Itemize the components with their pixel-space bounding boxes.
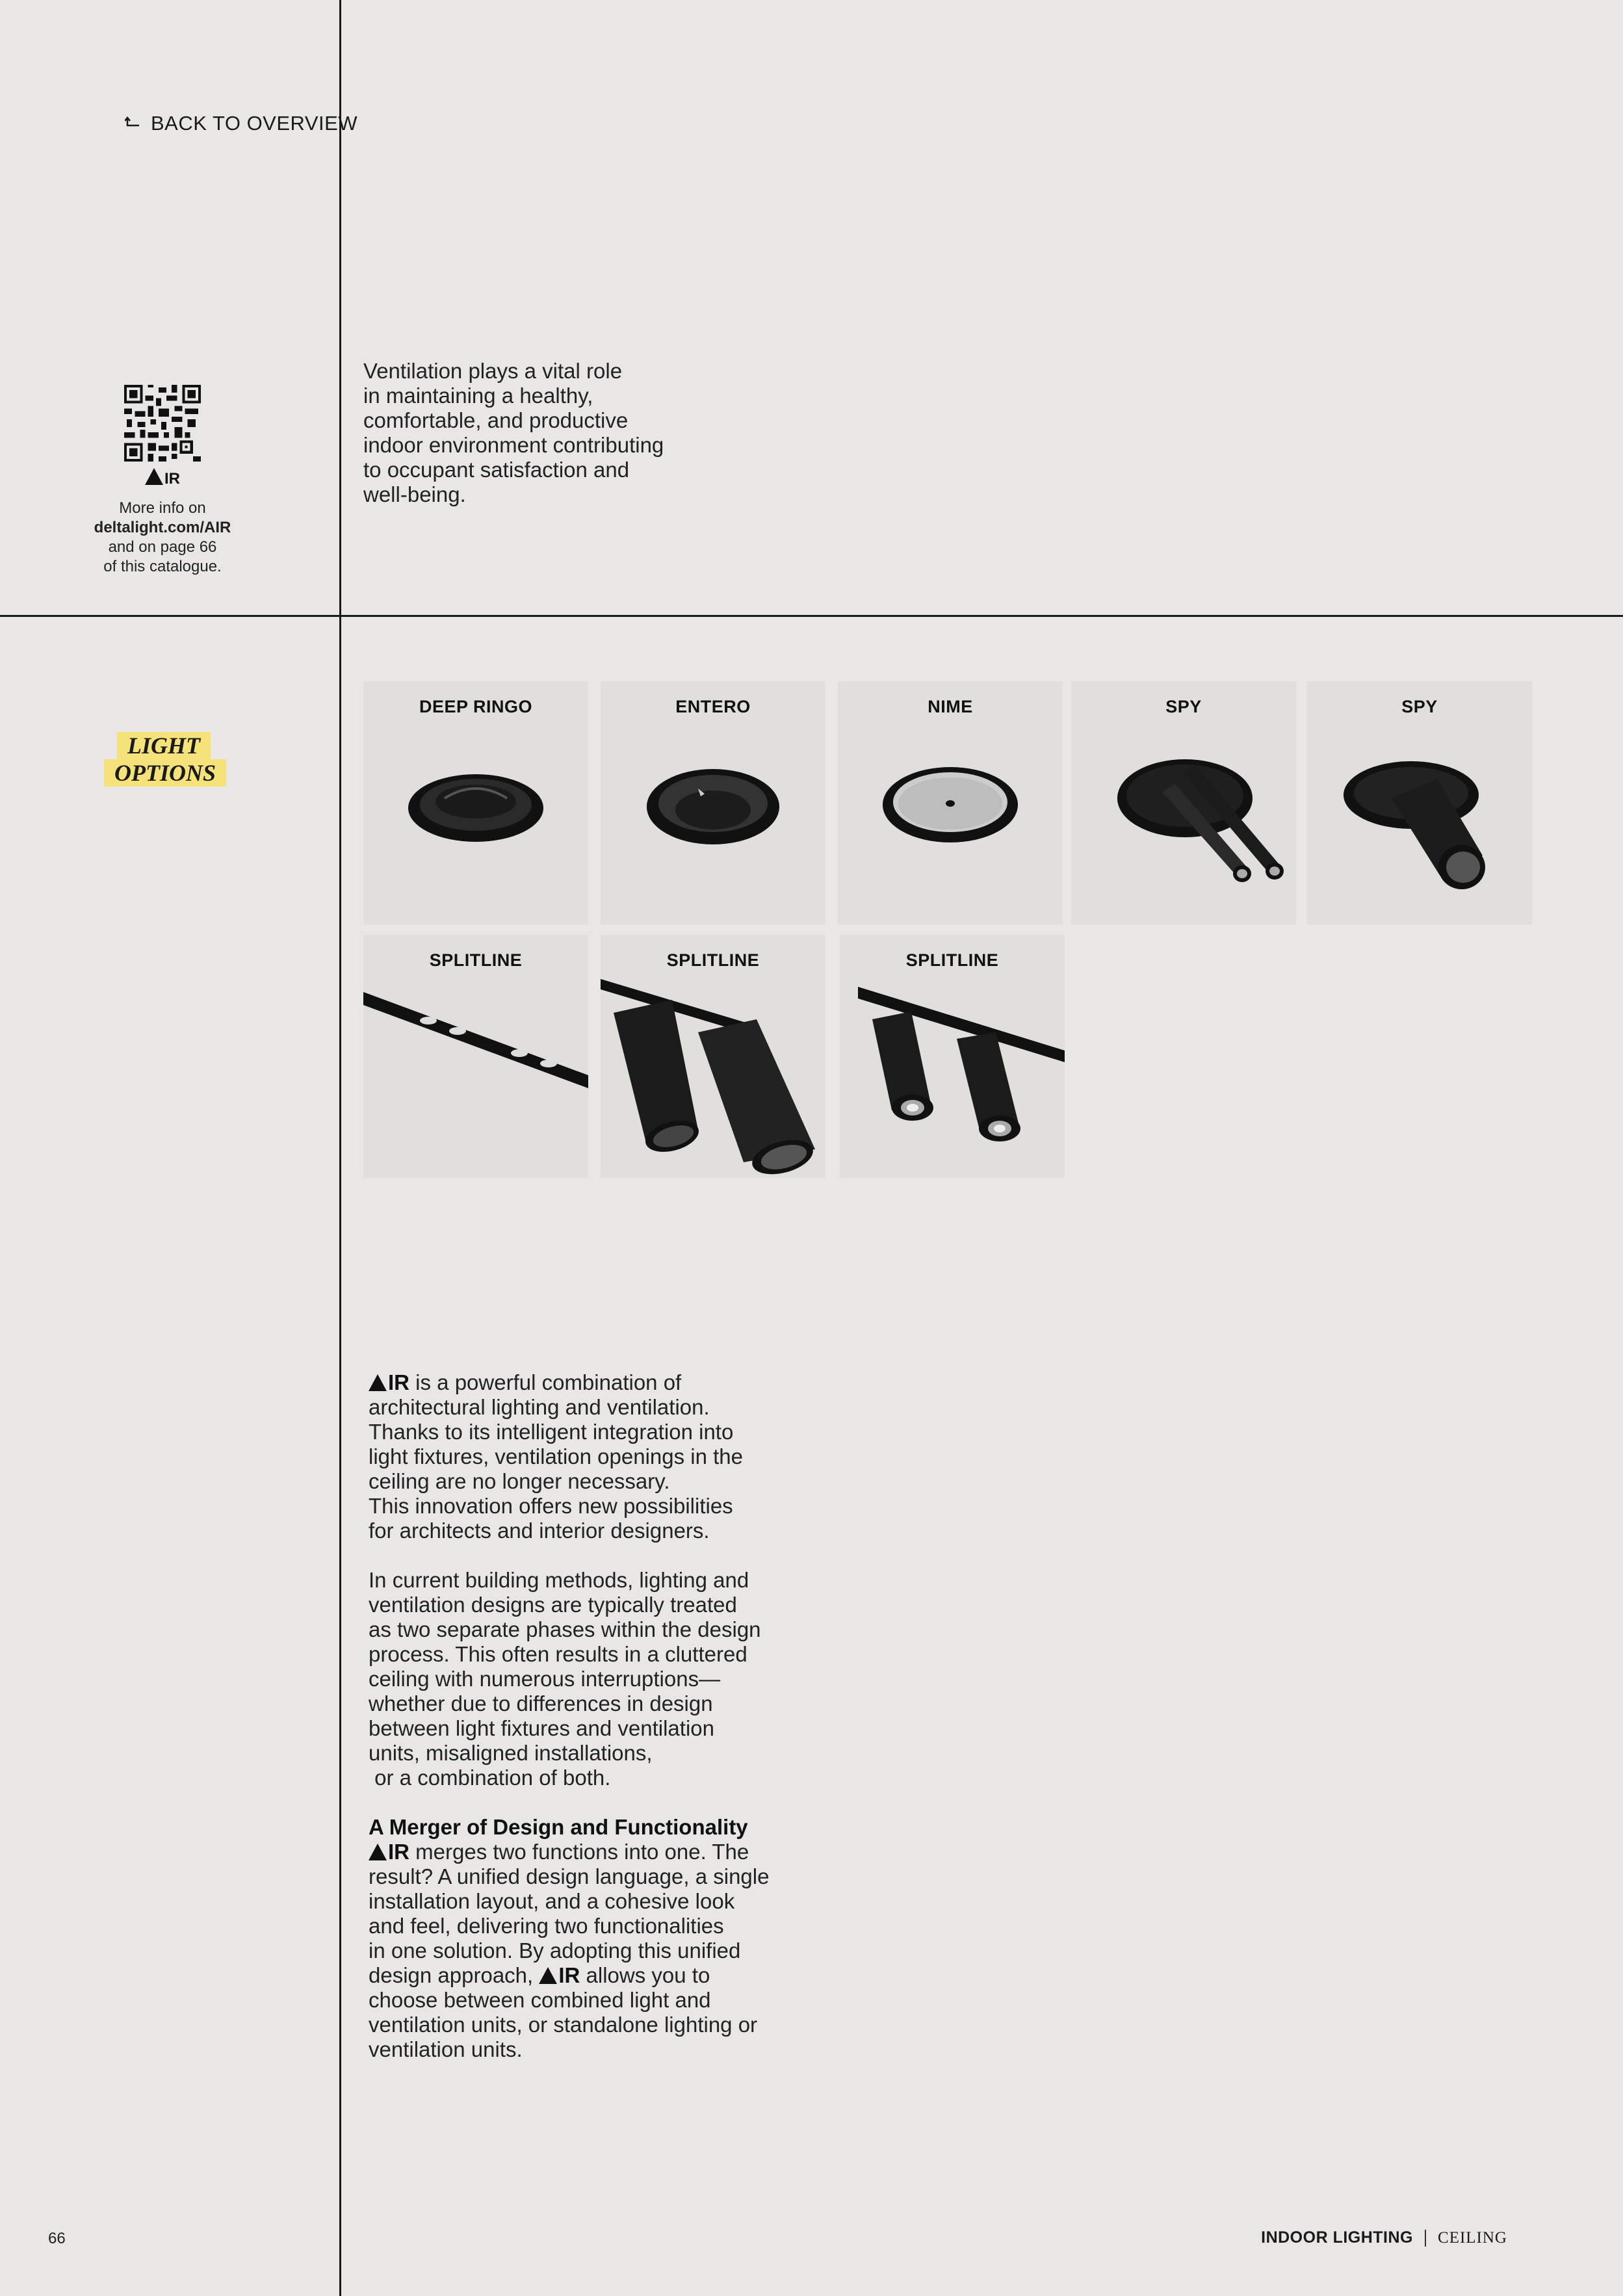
splitline-track-image xyxy=(363,935,588,1178)
product-name: SPY xyxy=(1401,697,1438,716)
product-tile-nime[interactable] xyxy=(838,681,1063,924)
product-name: SPY xyxy=(1165,697,1202,716)
body-line: in one solution. By adopting this unified xyxy=(369,1938,741,1963)
body-line: Thanks to its intelligent integration into xyxy=(369,1420,734,1444)
body-line: design approach, xyxy=(369,1963,539,1987)
body-paragraph-3 xyxy=(369,1815,824,2062)
body-line: or a combination of both. xyxy=(369,1766,611,1790)
horizontal-divider xyxy=(0,615,1623,617)
qr-description xyxy=(65,499,260,577)
air-brand: IR xyxy=(369,1840,409,1864)
body-line: In current building methods, lighting and xyxy=(369,1568,749,1592)
body-line: result? A unified design language, a single xyxy=(369,1864,770,1888)
air-product-label: IR xyxy=(65,468,260,488)
air-brand: IR xyxy=(539,1963,580,1987)
section-heading: A Merger of Design and Functionality xyxy=(369,1815,748,1839)
spy-track-image xyxy=(1071,681,1296,924)
body-copy xyxy=(369,1370,824,2087)
return-arrow-icon xyxy=(125,116,142,131)
light-options-line-2: OPTIONS xyxy=(104,759,226,787)
body-paragraph-1 xyxy=(369,1370,824,1543)
product-name: SPLITLINE xyxy=(666,950,760,970)
qr-line-4: of this catalogue. xyxy=(103,558,222,575)
body-line: between light fixtures and ventilation xyxy=(369,1716,714,1740)
nime-image xyxy=(838,681,1063,924)
intro-line: to occupant satisfaction and xyxy=(363,458,630,482)
body-line: ceiling with numerous interruptions— xyxy=(369,1667,721,1691)
body-line: for architects and interior designers. xyxy=(369,1519,710,1543)
body-line: ventilation units, or standalone lighting or xyxy=(369,2013,758,2037)
footer-section-label: INDOOR LIGHTING xyxy=(1261,2228,1414,2247)
qr-line-3: and on page 66 xyxy=(108,538,217,556)
body-line: choose between combined light and xyxy=(369,1988,711,2012)
back-label: BACK TO OVERVIEW xyxy=(151,112,358,135)
deep-ringo-image xyxy=(363,681,588,924)
product-tile-entero[interactable] xyxy=(601,681,825,924)
body-line: ceiling are no longer necessary. xyxy=(369,1469,670,1493)
qr-code-icon[interactable] xyxy=(124,385,201,462)
body-line: whether due to differences in design xyxy=(369,1691,713,1715)
splitline-spots-image xyxy=(601,935,825,1178)
back-to-overview-link[interactable] xyxy=(125,112,357,135)
product-tile-spy-2[interactable] xyxy=(1307,681,1532,924)
qr-info-block xyxy=(65,385,260,577)
product-tile-splitline-1[interactable] xyxy=(363,935,588,1178)
intro-paragraph xyxy=(363,359,727,507)
product-tile-deep-ringo[interactable] xyxy=(363,681,588,924)
body-line: ventilation units. xyxy=(369,2037,523,2061)
body-line: light fixtures, ventilation openings in the xyxy=(369,1444,744,1468)
body-line: This innovation offers new possibilities xyxy=(369,1494,733,1518)
product-tile-splitline-2[interactable] xyxy=(601,935,825,1178)
product-name: SPLITLINE xyxy=(429,950,523,970)
light-options-tag xyxy=(104,732,226,787)
spy-spot-image xyxy=(1307,681,1532,924)
footer-section xyxy=(1261,2228,1507,2247)
product-name: ENTERO xyxy=(675,697,751,716)
product-name: NIME xyxy=(928,697,973,716)
product-tile-splitline-3[interactable] xyxy=(840,935,1065,1178)
product-name: DEEP RINGO xyxy=(419,697,533,716)
body-line: allows you to xyxy=(580,1963,710,1987)
body-line: ventilation designs are typically treated xyxy=(369,1593,737,1617)
intro-line: well-being. xyxy=(363,482,466,506)
entero-image xyxy=(601,681,825,924)
qr-line-1: More info on xyxy=(119,499,206,517)
vertical-divider xyxy=(339,0,341,2296)
body-line: is a powerful combination of xyxy=(409,1370,682,1394)
intro-line: comfortable, and productive xyxy=(363,408,629,432)
intro-line: indoor environment contributing xyxy=(363,433,664,457)
product-name: SPLITLINE xyxy=(905,950,999,970)
footer-separator xyxy=(1425,2230,1426,2247)
air-brand: IR xyxy=(369,1370,409,1394)
body-line: process. This often results in a cluttered xyxy=(369,1642,747,1666)
body-line: and feel, delivering two functionalities xyxy=(369,1914,724,1938)
splitline-pendants-image xyxy=(840,935,1065,1178)
body-line: units, misaligned installations, xyxy=(369,1741,653,1765)
footer-subsection-label: CEILING xyxy=(1438,2228,1507,2247)
body-line: as two separate phases within the design xyxy=(369,1617,761,1641)
intro-line: in maintaining a healthy, xyxy=(363,384,593,408)
body-line: installation layout, and a cohesive look xyxy=(369,1889,735,1913)
body-line: architectural lighting and ventilation. xyxy=(369,1395,710,1419)
product-tile-spy-1[interactable] xyxy=(1071,681,1296,924)
qr-website-link[interactable]: deltalight.com/AIR xyxy=(94,519,231,536)
body-paragraph-2 xyxy=(369,1568,824,1790)
page-number: 66 xyxy=(48,2230,66,2247)
intro-line: Ventilation plays a vital role xyxy=(363,359,623,383)
body-line: merges two functions into one. The xyxy=(409,1840,749,1864)
light-options-line-1: LIGHT xyxy=(117,732,211,759)
